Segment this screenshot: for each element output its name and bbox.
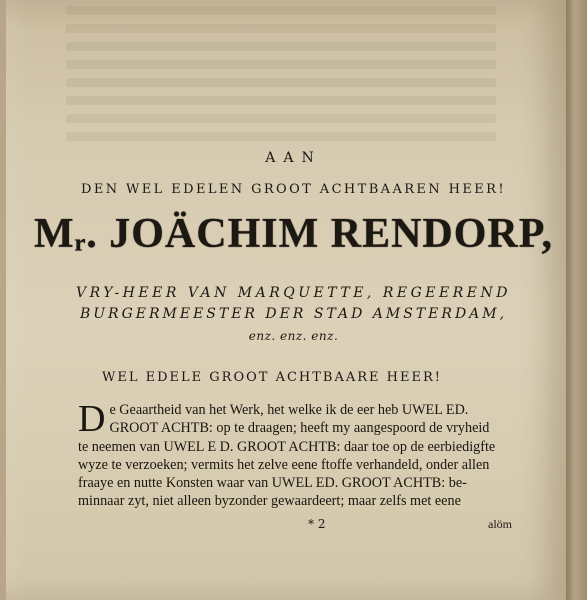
heading-aan: AAN xyxy=(265,150,322,166)
etcetera-line: enz. enz. enz. xyxy=(248,329,339,343)
dedication-line: DEN WEL EDELEN GROOT ACHTBAAREN HEER! xyxy=(81,182,506,197)
body-line-3: te neemen van UWEL E D. GROOT ACHTB: daar toe op de eerbiedigfte xyxy=(78,438,496,455)
signature-mark: * 2 xyxy=(308,517,326,531)
body-line-5: fraaye en nutte Konsten waar van UWEL ED. GROOT ACHTB: be- xyxy=(78,475,467,492)
title-line-1: VRY-HEER VAN MARQUETTE, REGEEREND xyxy=(76,285,511,301)
title-line-2: BURGERMEESTER DER STAD AMSTERDAM, xyxy=(79,306,508,322)
show-through-text xyxy=(66,78,496,87)
catchword: alöm xyxy=(488,517,512,531)
show-through-text xyxy=(66,60,496,69)
show-through-text xyxy=(66,6,496,15)
salutation: WEL EDELE GROOT ACHTBAARE HEER! xyxy=(102,370,442,385)
body-line-6: minnaar zyt, niet alleen byzonder gewaardeert; maar zelfs met eene xyxy=(78,493,461,510)
show-through-text xyxy=(66,132,496,141)
body-line-2: GROOT ACHTB: op te draagen; heeft my aangespoord de vryheid xyxy=(109,420,490,437)
show-through-text xyxy=(66,42,496,51)
dedicatee-name: Mᵣ. JOÄCHIM RENDORP, xyxy=(33,211,554,257)
show-through-text xyxy=(66,96,496,105)
body-line-1: e Geaartheid van het Werk, het welke ik de eer heb UWEL ED. xyxy=(109,402,469,418)
show-through-text xyxy=(66,114,496,123)
show-through-text xyxy=(66,24,496,33)
body-line-4: wyze te verzoeken; vermits het zelve eene ftoffe verhandeld, onder allen xyxy=(78,456,490,473)
drop-cap: D xyxy=(78,398,106,440)
body-paragraph xyxy=(78,398,518,511)
